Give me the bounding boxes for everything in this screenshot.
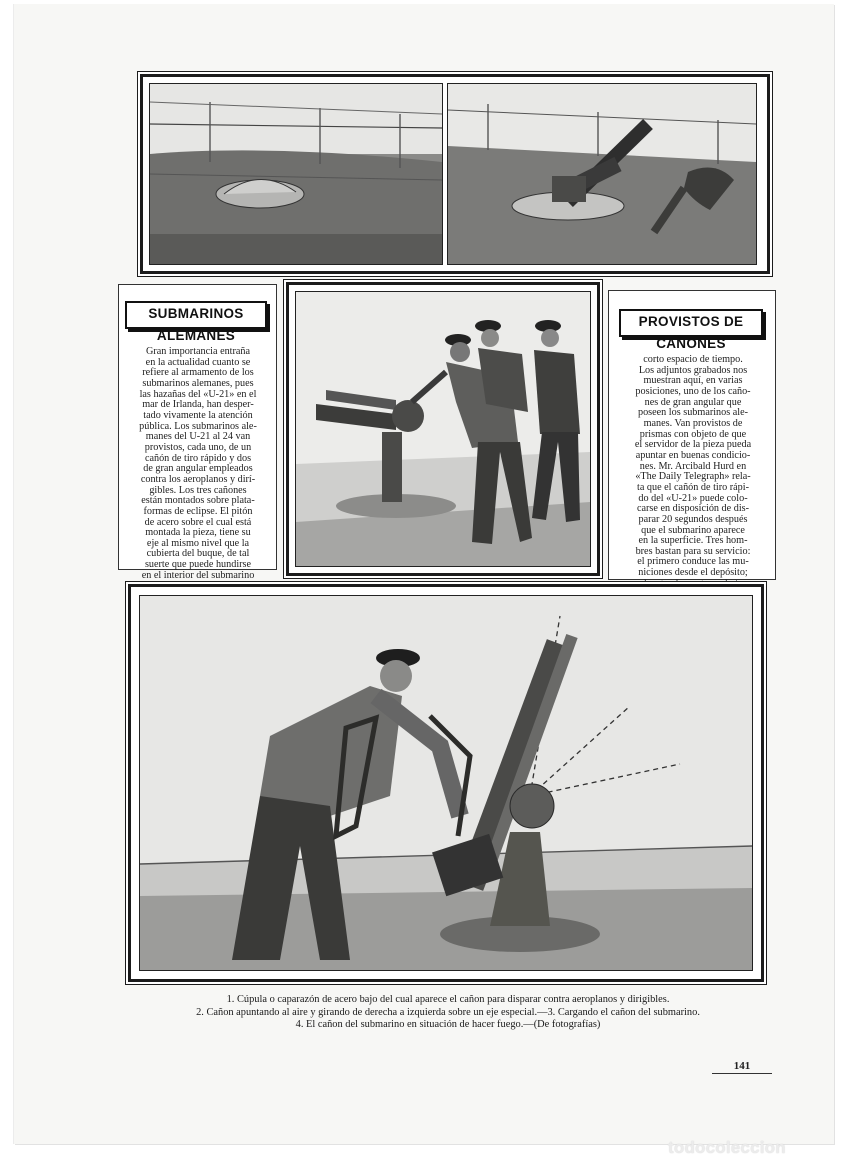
left-line: mar de Irlanda, han desper- (142, 399, 254, 411)
left-line: las hazañas del «U-21» en el (139, 388, 257, 400)
left-line: formas de eclipse. El pitón (143, 505, 253, 517)
caption-line: 2. Cañon apuntando al aire y girando de derecha a izquierda sobre un eje especial.—3. Cargando el cañon del submarino. (196, 1006, 700, 1018)
bottom-photo-frame (128, 584, 764, 982)
magazine-page (14, 4, 834, 1144)
photo-1-dome (149, 83, 443, 265)
right-line: manes. Van provistos de (643, 417, 743, 429)
right-line: el servidor de la pieza pueda (634, 439, 752, 451)
right-line: en la superficie. Tres hom- (638, 535, 748, 547)
left-column-text (123, 347, 273, 592)
left-line: Gran importancia entraña (145, 346, 251, 357)
right-line: nes. Mr. Arcibald Hurd en (639, 460, 747, 472)
right-line: poseen los submarinos ale- (637, 407, 749, 419)
right-line: corto espacio de tiempo. (643, 354, 743, 365)
left-line: manes del U-21 al 24 van (145, 431, 251, 443)
left-line: están montados sobre plata- (141, 495, 255, 507)
left-line: tado vivamente la atención (143, 409, 253, 421)
page-number: 141 (712, 1060, 772, 1074)
left-line: eje al mismo nivel que la (146, 537, 250, 549)
left-text-box (118, 284, 277, 581)
right-line: que el submarino aparece (641, 524, 745, 536)
right-line: Los adjuntos grabados nos (638, 364, 748, 376)
photo-2-gun-raised (447, 83, 757, 265)
right-text-box (608, 290, 776, 580)
left-heading: SUBMARINOS ALEMANES (125, 301, 267, 329)
left-line: de acero sobre el cual está (144, 516, 252, 528)
left-line: montada la pieza, tiene su (145, 527, 251, 539)
left-line: de gran angular empleados (143, 463, 253, 475)
left-line: contra los aeroplanos y dirí- (140, 473, 256, 485)
left-line: suerte que puede hundirse (144, 559, 252, 571)
top-photo-frame (140, 74, 770, 274)
right-line: parar 20 segundos después (638, 513, 748, 525)
right-line: apuntar en buenas condicio- (635, 449, 751, 461)
right-line: ta que el cañón de tiro rápi- (636, 481, 749, 493)
left-line: gibles. Los tres cañones (149, 484, 247, 496)
left-line: en el interior del submarino (141, 569, 255, 581)
right-line: prismas con objeto de que (639, 428, 747, 440)
right-line: niciones desde el depósito; (638, 567, 748, 579)
right-line: muestran aquí, en varias (643, 375, 743, 387)
left-line: provistos, cada uno, de un (144, 441, 252, 453)
middle-photo-frame (286, 282, 600, 576)
right-heading: PROVISTOS DE CAÑONES (619, 309, 763, 337)
photo-4-gun-firing-position (139, 595, 753, 971)
photo-3-loading-gun (295, 291, 591, 567)
left-line: pública. Los submarinos ale- (139, 420, 257, 432)
caption-line: 4. El cañon del submarino en situación de hacer fuego.—(De fotografías) (295, 1019, 601, 1031)
left-line: cañón de tiro rápido y dos (144, 452, 252, 464)
right-column-text (615, 355, 771, 600)
left-line: refiere al armamento de los (142, 367, 254, 379)
right-line: posiciones, uno de los caño- (635, 385, 751, 397)
right-line: carse en disposición de dis- (636, 503, 750, 515)
watermark-logo: todocoleccion (668, 1138, 786, 1157)
right-line: «The Daily Telegraph» rela- (635, 471, 751, 483)
right-line: el primero conduce las mu- (637, 556, 749, 568)
caption-line: 1. Cúpula o caparazón de acero bajo del cual aparece el cañon para disparar contra aeroplanos y dirigibles. (226, 994, 670, 1005)
left-line: submarinos alemanes, pues (142, 377, 254, 389)
left-line: en la actualidad cuanto se (145, 356, 251, 368)
left-line: cubierta del buque, de tal (146, 548, 250, 560)
right-line: bres bastan para su servicio: (635, 545, 751, 557)
right-line: nes de gran angular que (644, 396, 742, 408)
right-line: do del «U-21» puede colo- (638, 492, 748, 504)
photo-caption (118, 994, 778, 1032)
